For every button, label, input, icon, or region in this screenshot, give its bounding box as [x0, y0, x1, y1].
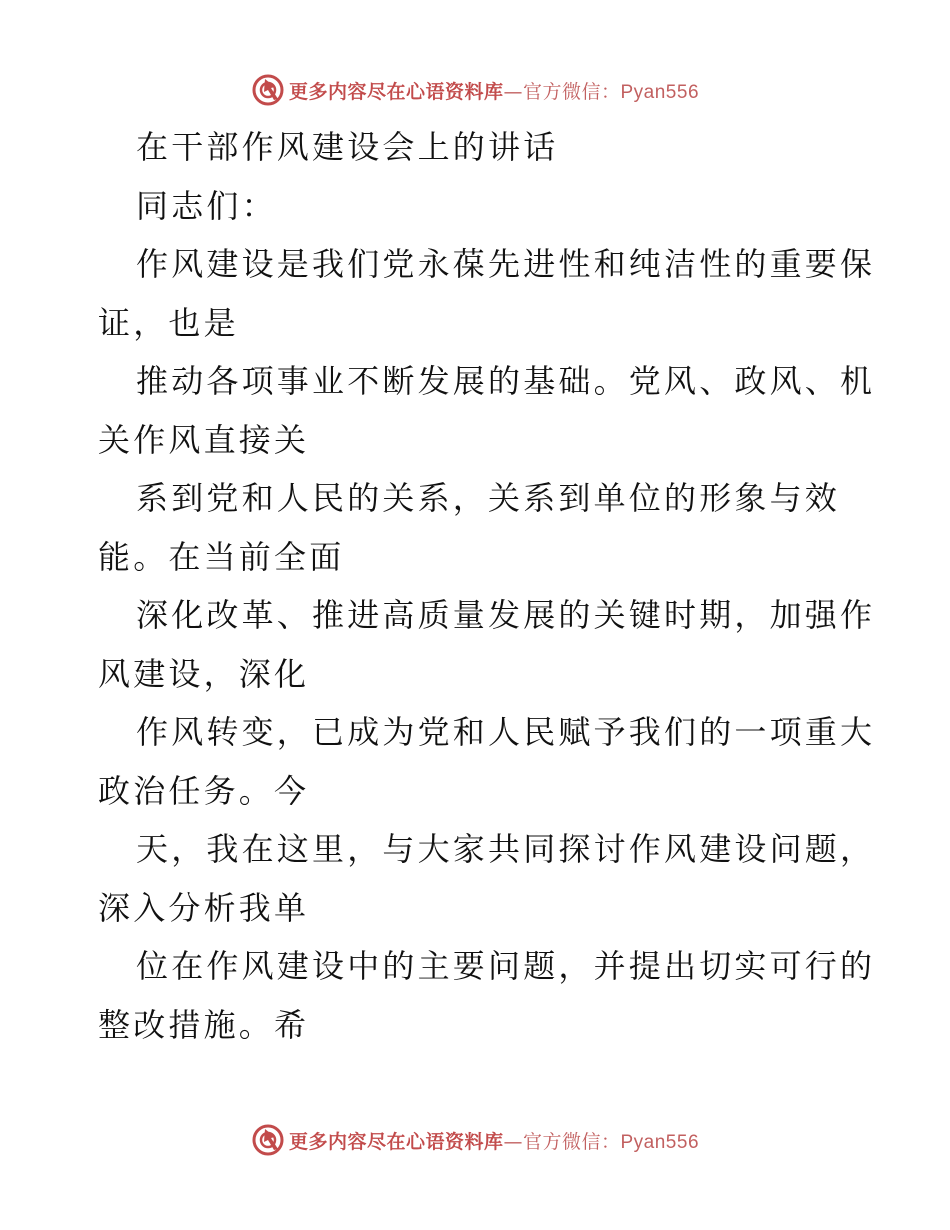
paragraph-line: 能。在当前全面: [98, 537, 345, 576]
paragraph-line: 作风转变，已成为党和人民赋予我们的一项重大: [136, 713, 876, 751]
footer-banner: [0, 1120, 950, 1160]
salutation: 同志们：: [136, 186, 277, 225]
brand-logo-icon: [251, 73, 285, 107]
document-title: 在干部作风建设会上的讲话: [136, 128, 559, 166]
footer-banner-text: 更多内容尽在心语资料库—官方微信：Pyan556: [288, 1130, 700, 1153]
header-banner: [0, 70, 950, 110]
paragraph-line: 推动各项事业不断发展的基础。党风、政风、机: [136, 362, 876, 400]
document-body: [98, 118, 876, 1054]
paragraph-line: 整改措施。希: [98, 1005, 310, 1044]
paragraph-line: 证，也是: [98, 303, 239, 342]
paragraph-line: 系到党和人民的关系，关系到单位的形象与效: [136, 479, 841, 517]
brand-logo-icon: [251, 1123, 285, 1157]
paragraph-line: 风建设，深化: [98, 654, 310, 693]
paragraph-line: 关作风直接关: [98, 420, 310, 459]
paragraph-line: 作风建设是我们党永葆先进性和纯洁性的重要保: [136, 245, 876, 283]
paragraph-line: 天，我在这里，与大家共同探讨作风建设问题，: [136, 830, 876, 868]
header-banner-text: 更多内容尽在心语资料库—官方微信：Pyan556: [288, 80, 700, 103]
paragraph-line: 深化改革、推进高质量发展的关键时期，加强作: [136, 596, 876, 634]
paragraph-line: 位在作风建设中的主要问题，并提出切实可行的: [136, 947, 876, 985]
paragraph-line: 政治任务。今: [98, 771, 310, 810]
paragraph-line: 深入分析我单: [98, 888, 310, 927]
